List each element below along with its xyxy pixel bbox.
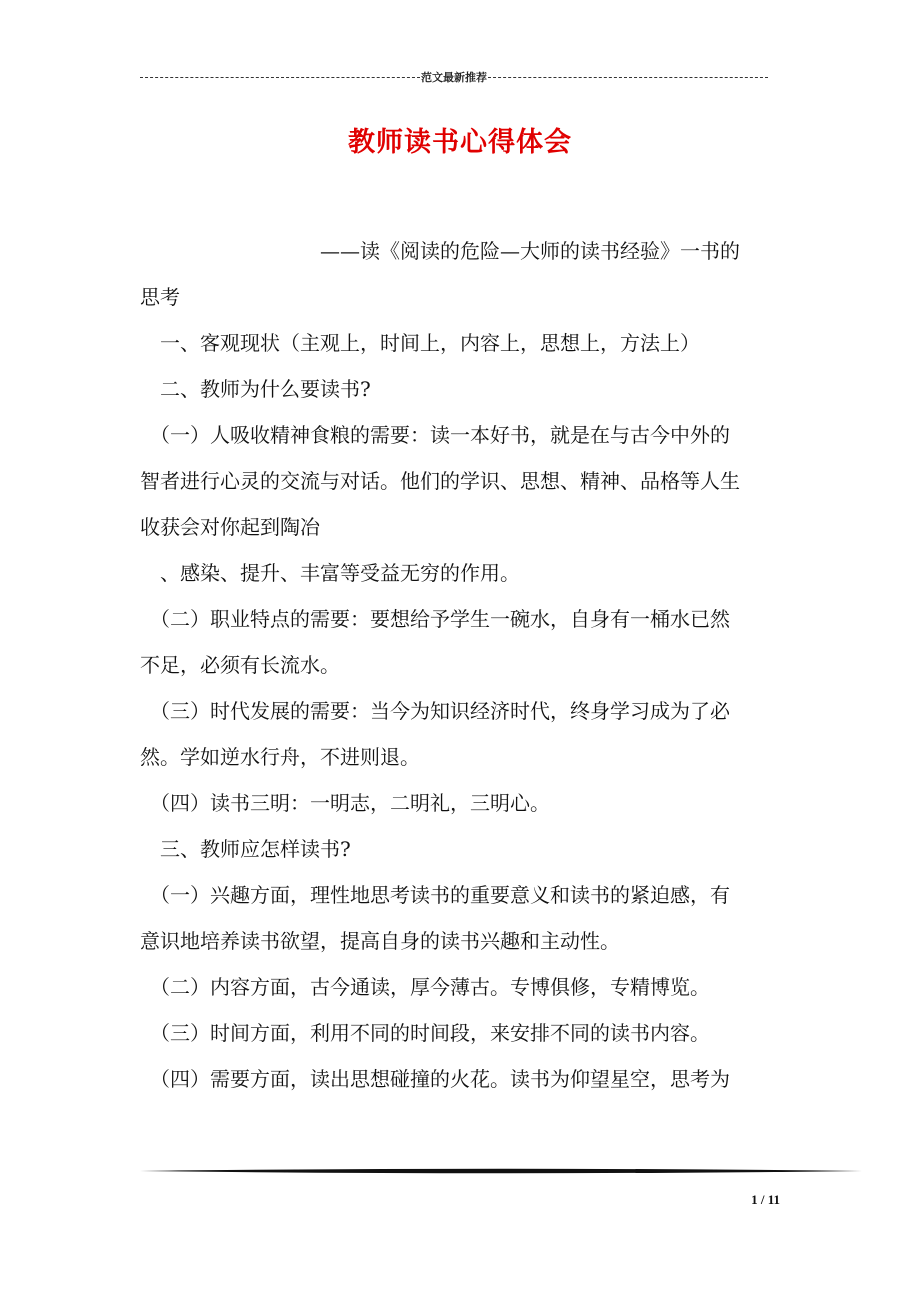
- body-line: 三、教师应怎样读书?: [140, 837, 351, 861]
- body-line: 二、教师为什么要读书?: [140, 377, 371, 401]
- document-body: [140, 228, 785, 1102]
- body-line: （一）人吸收精神食粮的需要：读一本好书，就是在与古今中外的: [140, 423, 730, 447]
- body-line: （二）职业特点的需要：要想给予学生一碗水，自身有一桶水已然: [140, 607, 730, 631]
- body-line: 意识地培养读书欲望，提高自身的读书兴趣和主动性。: [140, 929, 620, 953]
- body-line: 、感染、提升、丰富等受益无穷的作用。: [140, 561, 520, 585]
- body-line: 思考: [140, 285, 180, 309]
- body-line: 智者进行心灵的交流与对话。他们的学识、思想、精神、品格等人生: [140, 469, 740, 493]
- document-title: 教师读书心得体会: [348, 127, 572, 158]
- body-line: 收获会对你起到陶冶: [140, 515, 320, 539]
- page-number: 1 / 11: [751, 1192, 780, 1207]
- body-line: 一、客观现状（主观上，时间上，内容上，思想上，方法上）: [140, 331, 700, 355]
- header-dash-left: [140, 77, 420, 78]
- body-line: （一）兴趣方面，理性地思考读书的重要意义和读书的紧迫感，有: [140, 883, 730, 907]
- body-line: （四）需要方面，读出思想碰撞的火花。读书为仰望星空，思考为: [140, 1067, 730, 1091]
- body-line: 然。学如逆水行舟，不进则退。: [140, 745, 420, 769]
- header-dash-right: [488, 77, 768, 78]
- body-line: （二）内容方面，古今通读，厚今薄古。专博俱修，专精博览。: [140, 975, 710, 999]
- body-line: 不足，必须有长流水。: [140, 653, 340, 677]
- body-line: （三）时间方面，利用不同的时间段，来安排不同的读书内容。: [140, 1021, 710, 1045]
- body-line: （三）时代发展的需要：当今为知识经济时代，终身学习成为了必: [140, 699, 730, 723]
- page-header: [140, 68, 768, 86]
- body-line: ——读《阅读的危险—大师的读书经验》一书的: [140, 239, 740, 263]
- header-label: 范文最新推荐: [421, 71, 487, 84]
- body-line: （四）读书三明：一明志，二明礼，三明心。: [140, 791, 550, 815]
- footer-rule: [140, 1168, 862, 1174]
